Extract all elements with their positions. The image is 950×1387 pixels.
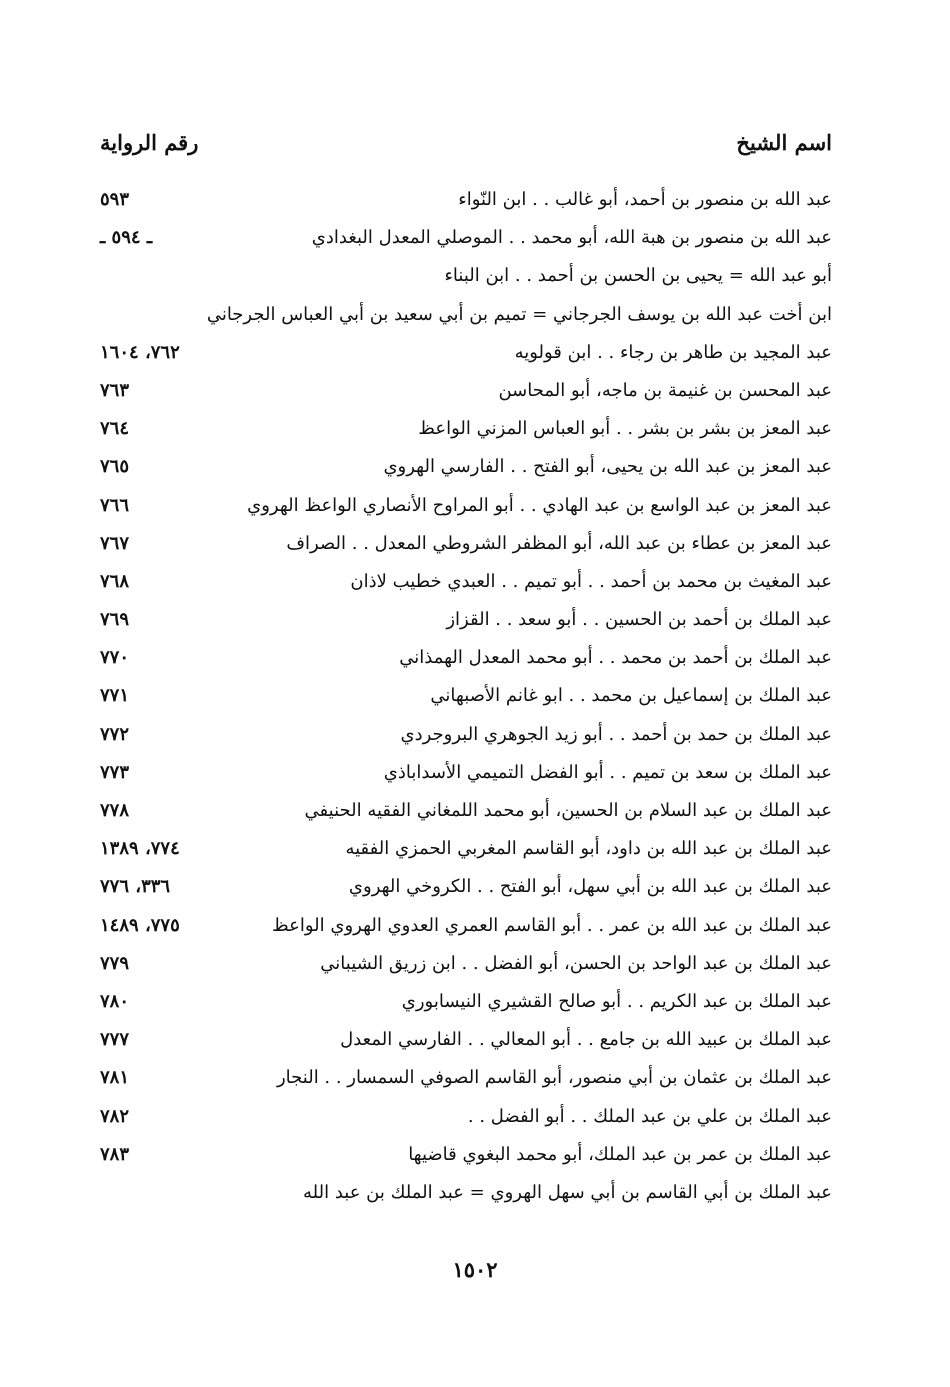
number-column-heading: رقم الرواية (100, 130, 199, 155)
sheikh-name: عبد الملك بن عبد الله بن أبي سهل، أبو الفتح . . الكروخي الهروي (348, 876, 832, 898)
sheikh-name: عبد المغيث بن محمد بن أحمد . . أبو تميم . . العبدي خطيب لاذان (350, 570, 832, 592)
narration-number: ٧٦٥ (100, 456, 130, 478)
narration-number: ٧٧٠ (100, 647, 130, 669)
sheikh-name: عبد المجيد بن طاهر بن رجاء . . ابن قولويه (514, 341, 832, 363)
sheikh-name: عبد الله بن منصور بن هبة الله، أبو محمد . . الموصلي المعدل البغدادي (311, 227, 832, 249)
narration-number: ٧٦٣ (100, 379, 130, 401)
index-entry (100, 639, 832, 677)
index-entry (100, 334, 832, 372)
narration-number: ٧٧٤، ١٣٨٩ (100, 838, 180, 860)
index-entry (100, 257, 832, 295)
sheikh-name: عبد الملك بن عثمان بن أبي منصور، أبو القاسم الصوفي السمسار . . النجار (276, 1067, 832, 1089)
index-entry (100, 525, 832, 563)
index-entry (100, 563, 832, 601)
narration-number: ٧٨٢ (100, 1105, 130, 1127)
sheikh-name: عبد الملك بن سعد بن تميم . . أبو الفضل التميمي الأسداباذي (383, 761, 832, 783)
index-entry (100, 983, 832, 1021)
index-entry (100, 754, 832, 792)
narration-number: ٧٦٧ (100, 532, 130, 554)
index-entry (100, 1021, 832, 1059)
narration-number: ٧٧٣ (100, 761, 130, 783)
sheikh-name: أبو عبد الله = يحيى بن الحسن بن أحمد . . ابن البناء (444, 265, 832, 287)
narration-number: ٧٦٢، ١٦٠٤ (100, 341, 180, 363)
sheikh-index-list (100, 181, 832, 1212)
narration-number: ٧٧٩ (100, 952, 130, 974)
sheikh-name: عبد الملك بن أحمد بن محمد . . أبو محمد المعدل الهمذاني (399, 647, 832, 669)
index-entry (100, 1136, 832, 1174)
index-entry (100, 219, 832, 257)
index-entry (100, 1098, 832, 1136)
narration-number: ٧٦٦ (100, 494, 130, 516)
sheikh-name: عبد الله بن منصور بن أحمد، أبو غالب . . ابن النّواء (458, 189, 832, 210)
index-entry (100, 296, 832, 334)
index-entry (100, 1174, 832, 1212)
index-entry (100, 677, 832, 715)
narration-number: ـ ٥٩٤ ـ (100, 227, 153, 249)
sheikh-name: عبد المعز بن عبد الله بن يحيى، أبو الفتح . . الفارسي الهروي (383, 456, 832, 478)
sheikh-name: عبد المعز بن بشر بن بشر . . أبو العباس المزني الواعظ (418, 418, 832, 440)
sheikh-name: عبد الملك بن أبي القاسم بن أبي سهل الهروي = عبد الملك بن عبد الله (303, 1181, 832, 1203)
narration-number: ٧٧٢ (100, 723, 130, 745)
sheikh-name: عبد الملك بن عبد الواحد بن الحسن، أبو الفضل . . ابن زريق الشيباني (320, 952, 832, 974)
narration-number: ٧٨٠ (100, 990, 130, 1012)
sheikh-name: عبد المعز بن عطاء بن عبد الله، أبو المظفر الشروطي المعدل . . الصراف (286, 532, 832, 554)
narration-number: ٧٨٣ (100, 1143, 130, 1165)
name-column-heading: اسم الشيخ (736, 130, 832, 155)
index-entry (100, 601, 832, 639)
narration-number: ٥٩٣ (100, 189, 130, 210)
sheikh-name: عبد الملك بن أحمد بن الحسين . . أبو سعد . . القزاز (446, 609, 832, 631)
sheikh-name: عبد الملك بن علي بن عبد الملك . . أبو الفضل . . (467, 1105, 832, 1127)
narration-number: ٧٦٨ (100, 570, 130, 592)
narration-number: ٧٧٧ (100, 1029, 130, 1051)
index-entry (100, 487, 832, 525)
index-entry (100, 1059, 832, 1097)
index-entry (100, 868, 832, 906)
index-entry (100, 448, 832, 486)
sheikh-name: ابن أخت عبد الله بن يوسف الجرجاني = تميم بن أبي سعيد بن أبي العباس الجرجاني (206, 303, 832, 325)
index-entry (100, 792, 832, 830)
sheikh-name: عبد الملك بن عبد الكريم . . أبو صالح القشيري النيسابوري (401, 990, 832, 1012)
sheikh-name: عبد الملك بن عبد الله بن داود، أبو القاسم المغربي الحمزي الفقيه (345, 838, 832, 860)
sheikh-name: عبد المحسن بن غنيمة بن ماجه، أبو المحاسن (498, 379, 832, 401)
sheikh-name: عبد الملك بن عبد الله بن عمر . . أبو القاسم العمري العدوي الهروي الواعظ (272, 914, 832, 936)
narration-number: ٧٦٤ (100, 418, 130, 440)
narration-number: ٧٧٥، ١٤٨٩ (100, 914, 180, 936)
narration-number: ٧٧٨ (100, 800, 130, 821)
sheikh-name: عبد الملك بن حمد بن أحمد . . أبو زيد الجوهري البروجردي (400, 723, 832, 745)
page-number: ١٥٠٢ (452, 1257, 498, 1282)
narration-number: ٧٧١ (100, 685, 130, 707)
sheikh-name: عبد الملك بن إسماعيل بن محمد . . ابو غانم الأصبهاني (430, 685, 832, 707)
sheikh-name: عبد الملك بن عبيد الله بن جامع . . أبو المعالي . . الفارسي المعدل (340, 1029, 832, 1051)
index-entry (100, 830, 832, 868)
index-entry (100, 181, 832, 219)
index-entry (100, 945, 832, 983)
sheikh-name: عبد الملك بن عبد السلام بن الحسين، أبو محمد اللمغاني الفقيه الحنيفي (304, 800, 832, 821)
narration-number: ٧٨١ (100, 1067, 130, 1089)
narration-number: ٣٣٦، ٧٧٦ (100, 876, 171, 898)
index-entry (100, 372, 832, 410)
narration-number: ٧٦٩ (100, 609, 130, 631)
index-entry (100, 716, 832, 754)
sheikh-name: عبد المعز بن عبد الواسع بن عبد الهادي . . أبو المراوح الأنصاري الواعظ الهروي (247, 494, 832, 516)
column-header (100, 130, 832, 166)
sheikh-name: عبد الملك بن عمر بن عبد الملك، أبو محمد البغوي قاضيها (408, 1143, 832, 1165)
index-entry (100, 907, 832, 945)
index-entry (100, 410, 832, 448)
